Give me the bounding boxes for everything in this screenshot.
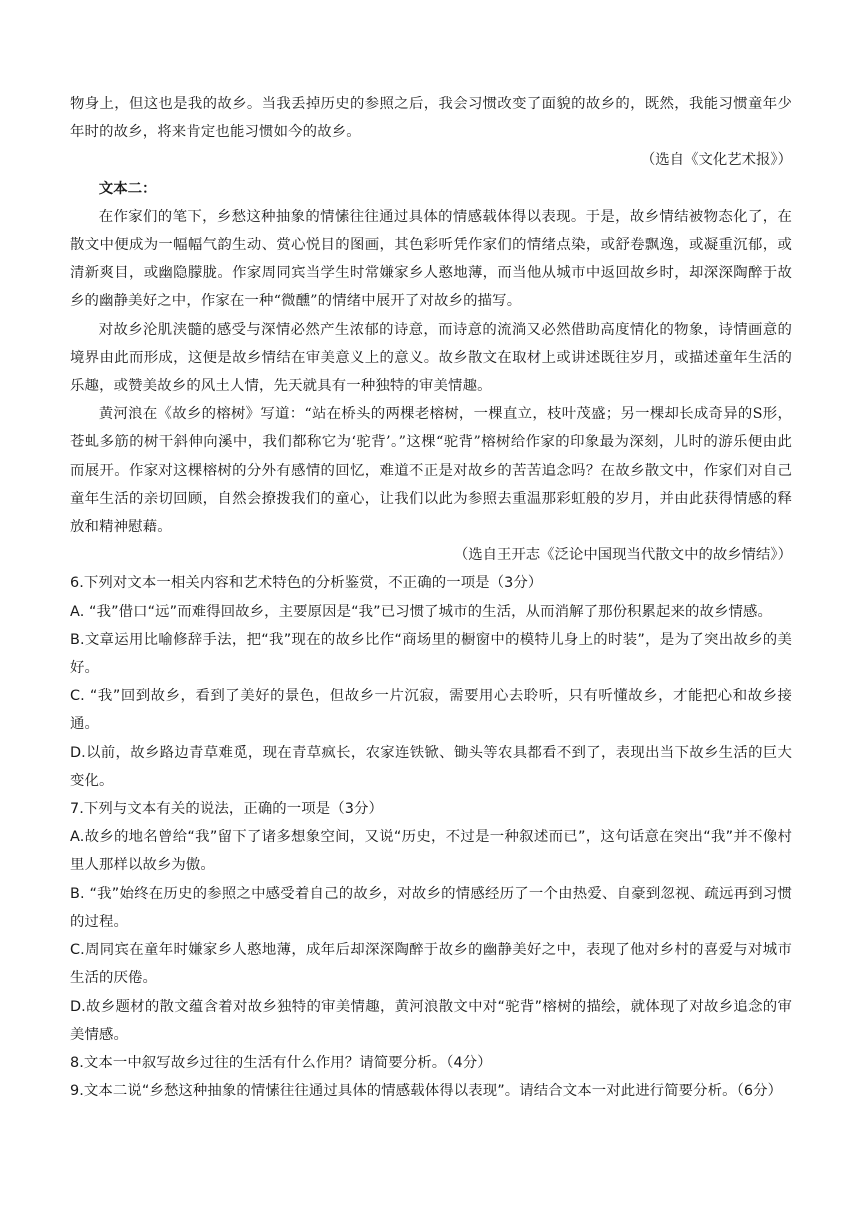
text1-source: （选自《文化艺术报》）	[640, 152, 792, 169]
text2-paragraph: 黄河浪在《故乡的榕树》写道：“站在桥头的两棵老榕树，一棵直立，枝叶茂盛；另一棵却长成奇异的S形，苍虬多筋的树干斜伸向溪中，我们都称它为‘驼背’。”这棵“驼背”榕树给作家的印象最为深刻，儿时的游乐便由此而展开。作家对这棵榕树的分外有感情的回忆，难道不正是对故乡的苦苦追念吗？在故乡散文中，作家们对自己童年生活的亲切回顾，自然会撩拨我们的童心，让我们以此为参照去重温那彩虹般的岁月，并由此获得情感的释放和精神慰藉。	[70, 406, 792, 536]
text2-source: （选自王开志《泛论中国现当代散文中的故乡情结》）	[453, 547, 792, 564]
exam-page	[70, 90, 792, 1105]
question-8: 8.文本一中叙写故乡过往的生活有什么作用？请简要分析。（4分）	[70, 1054, 492, 1071]
question-7-option-a: A.故乡的地名曾给“我”留下了诸多想象空间，又说“历史，不过是一种叙述而已”，这句话意在突出“我”并不像村里人那样以故乡为傲。	[70, 829, 792, 874]
question-7-option-d: D.故乡题材的散文蕴含着对故乡独特的审美情趣，黄河浪散文中对“驼背”榕树的描绘，就体现了对故乡追念的审美情感。	[70, 998, 792, 1043]
text2-paragraph: 对故乡沦肌浃髓的感受与深情必然产生浓郁的诗意，而诗意的流淌又必然借助高度情化的物象，诗情画意的境界由此而形成，这便是故乡情结在审美意义上的意义。故乡散文在取材上或讲述既往岁月，或描述童年生活的乐趣，或赞美故乡的风土人情，先天就具有一种独特的审美情趣。	[70, 321, 792, 395]
question-6-option-b: B.文章运用比喻修辞手法，把“我”现在的故乡比作“商场里的橱窗中的模特儿身上的时装”，是为了突出故乡的美好。	[70, 631, 792, 677]
question-7-option-b: B. “我”始终在历史的参照之中感受着自己的故乡，对故乡的情感经历了一个由热爱、自豪到忽视、疏远再到习惯的过程。	[70, 885, 792, 930]
question-6-option-c: C. “我”回到故乡，看到了美好的景色，但故乡一片沉寂，需要用心去聆听，只有听懂故乡，才能把心和故乡接通。	[70, 688, 792, 733]
question-7-option-c: C.周同宾在童年时嫌家乡人憨地薄，成年后却深深陶醉于故乡的幽静美好之中，表现了他对乡村的喜爱与对城市生活的厌倦。	[70, 942, 792, 987]
question-6-option-d: D.以前，故乡路边青草难觅，现在青草疯长，农家连铁锨、锄头等农具都看不到了，表现出当下故乡生活的巨大变化。	[70, 744, 792, 789]
question-6-option-a: A. “我”借口“远”而难得回故乡，主要原因是“我”已习惯了城市的生活，从而消解了那份积累起来的故乡情感。	[70, 603, 772, 620]
text2-heading: 文本二：	[98, 179, 157, 197]
question-9: 9.文本二说“乡愁这种抽象的情愫往往通过具体的情感载体得以表现”。请结合文本一对此进行简要分析。（6分）	[70, 1083, 783, 1100]
text2-paragraph: 在作家们的笔下，乡愁这种抽象的情愫往往通过具体的情感载体得以表现。于是，故乡情结被物态化了，在散文中便成为一幅幅气韵生动、赏心悦目的图画，其色彩听凭作家们的情绪点染，或舒卷飘逸，或凝重沉郁，或清新爽目，或幽隐朦胧。作家周同宾当学生时常嫌家乡人憨地薄，而当他从城市中返回故乡时，却深深陶醉于故乡的幽静美好之中，作家在一种“微醺”的情绪中展开了对故乡的描写。	[70, 208, 792, 310]
question-6-stem: 6.下列对文本一相关内容和艺术特色的分析鉴赏，不正确的一项是（3分）	[70, 575, 543, 592]
text1-ending-paragraph: 物身上，但这也是我的故乡。当我丢掉历史的参照之后，我会习惯改变了面貌的故乡的，既然，我能习惯童年少年时的故乡，将来肯定也能习惯如今的故乡。	[70, 96, 792, 141]
question-7-stem: 7.下列与文本有关的说法，正确的一项是（3分）	[70, 801, 383, 818]
